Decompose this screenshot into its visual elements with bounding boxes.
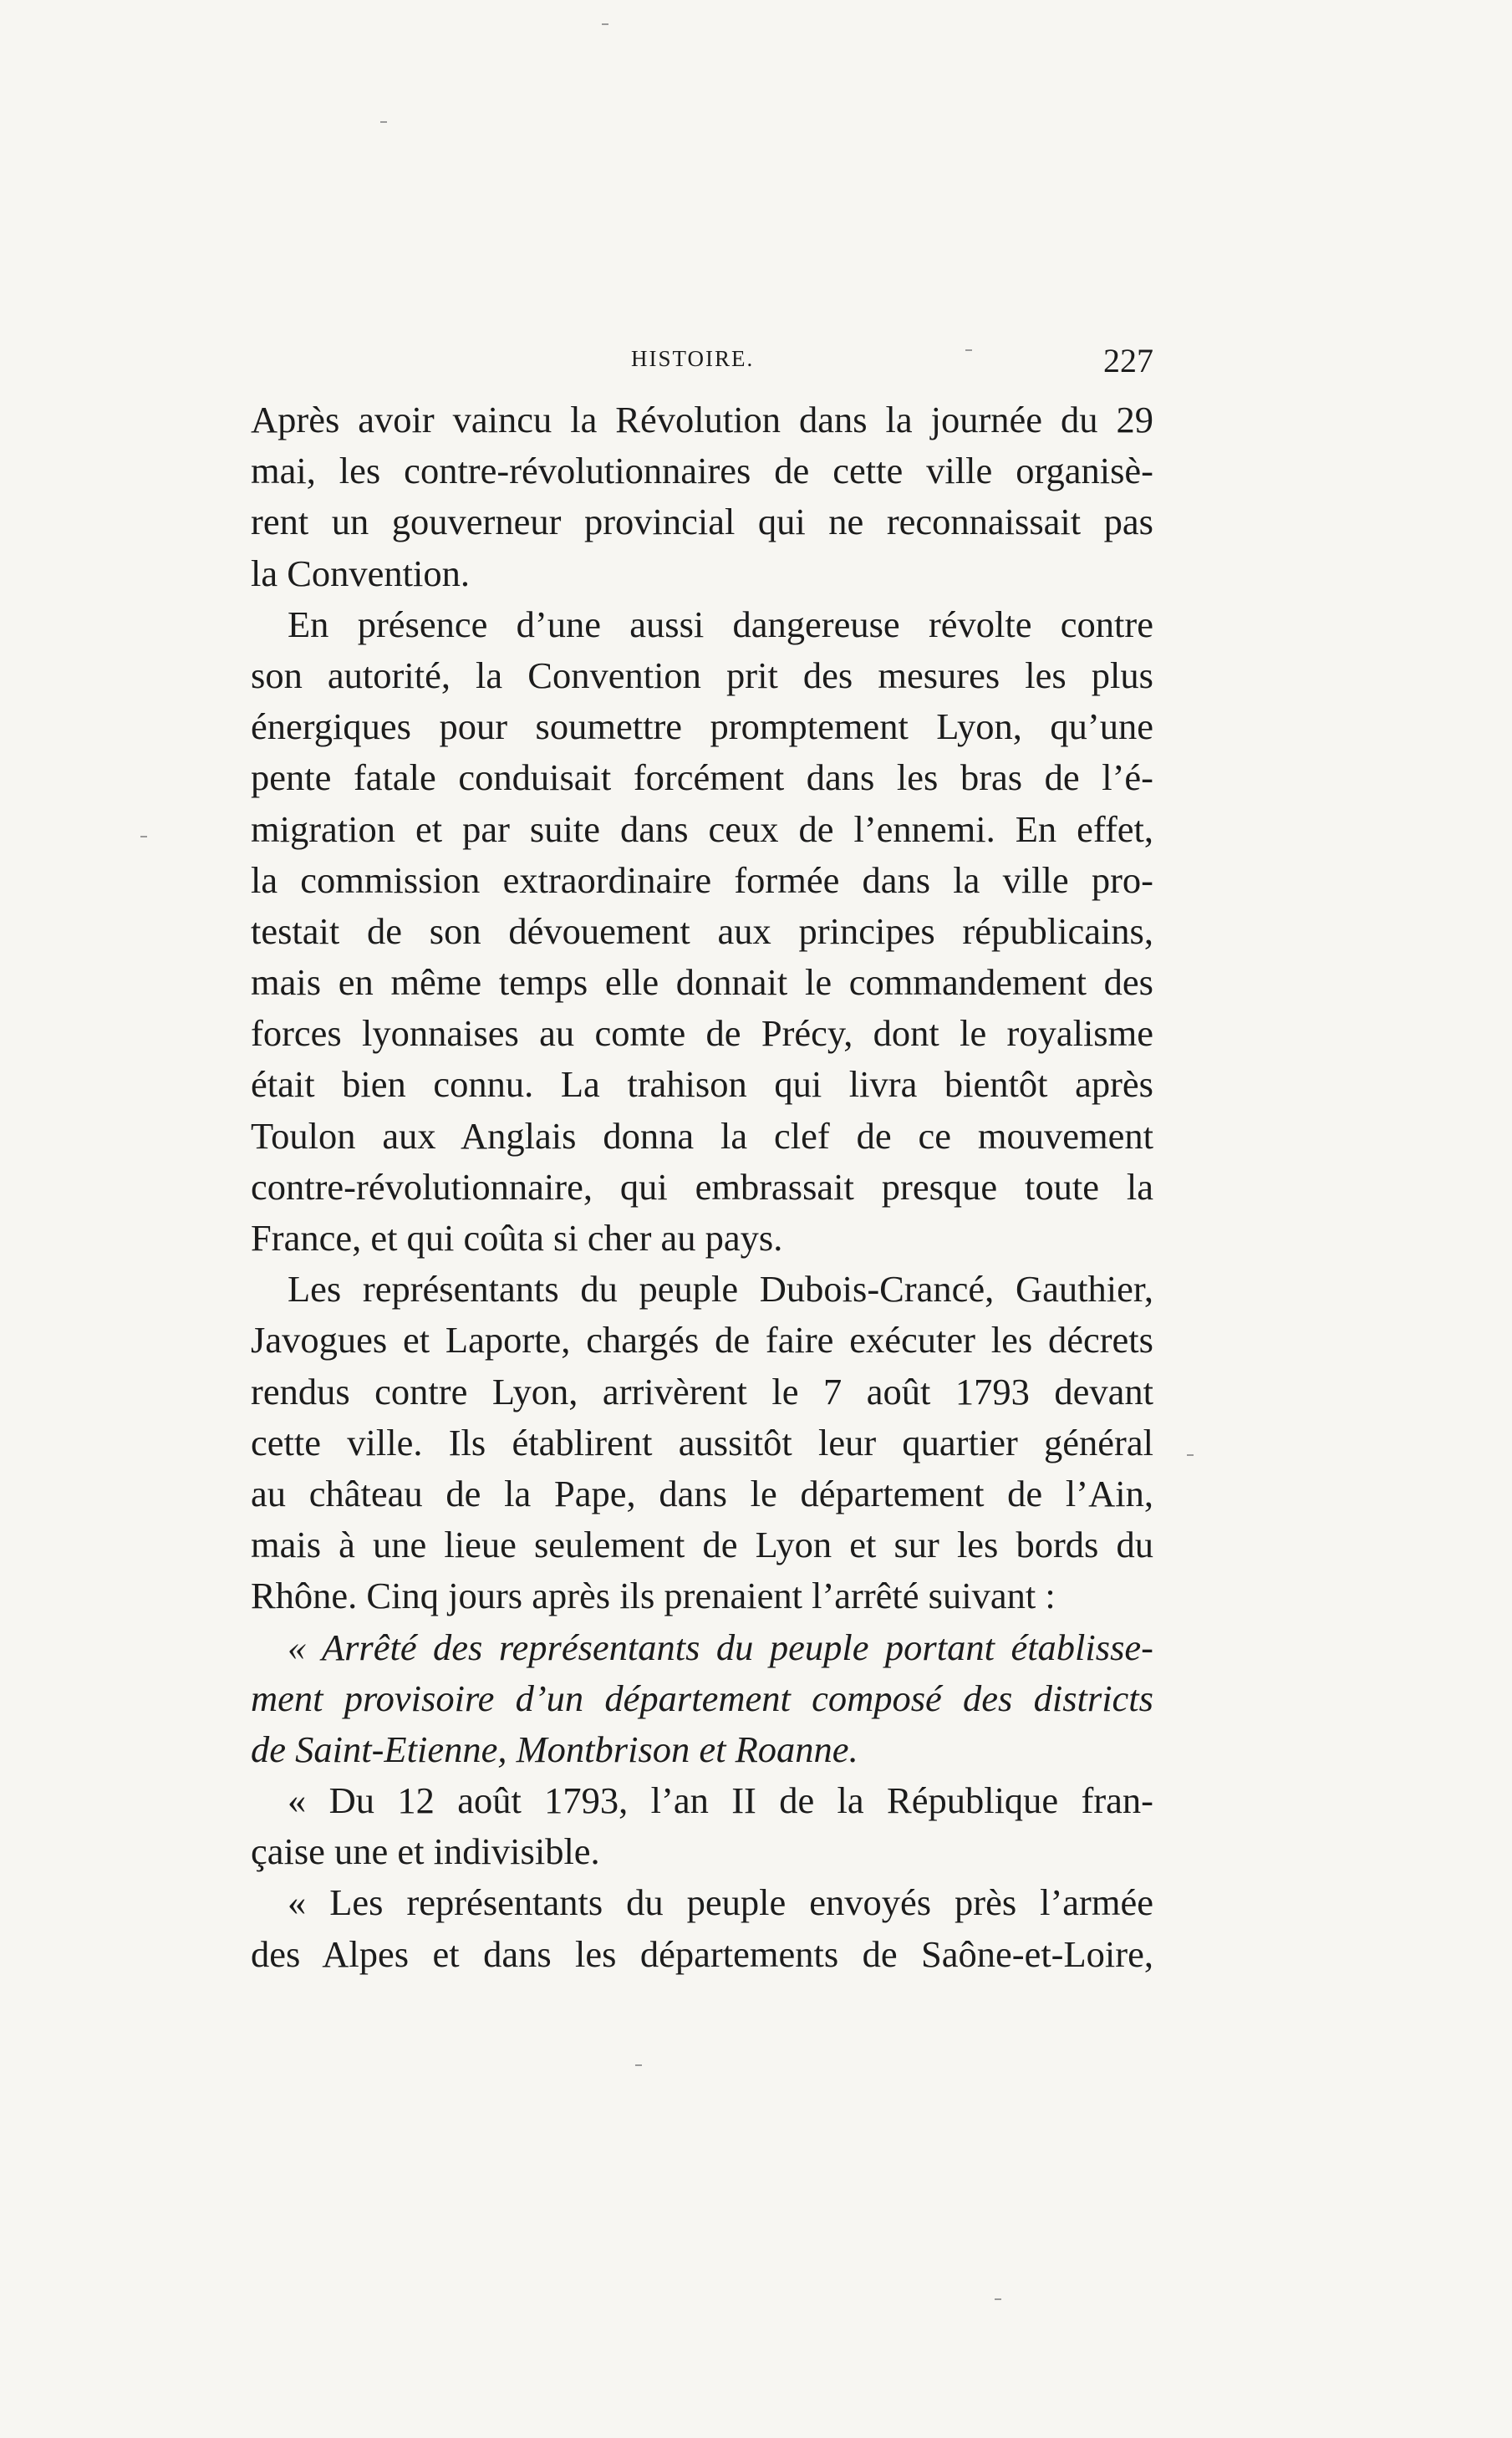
text-line: Rhône. Cinq jours après ils prenaient l’arrêté suivant : — [251, 1575, 1056, 1617]
paper-speck — [140, 836, 147, 837]
text-line: rendus contre Lyon, arrivèrent le 7 août 1793 devant — [251, 1370, 1153, 1412]
text-line: la Convention. — [251, 552, 471, 594]
running-head — [251, 341, 1153, 383]
text-line: rent un gouverneur provincial qui ne reconnaissait pas — [251, 501, 1153, 543]
text-line: Javogues et Laporte, chargés de faire exécuter les décrets — [251, 1319, 1153, 1362]
paper-speck — [602, 23, 608, 25]
body-text — [251, 394, 1153, 1980]
text-line: çaise une et indivisible. — [251, 1830, 600, 1873]
text-line: des Alpes et dans les départements de Saône-et-Loire, — [251, 1932, 1153, 1975]
text-line: France, et qui coûta si cher au pays. — [251, 1217, 783, 1259]
text-line: énergiques pour soumettre promptement Lyon, qu’une — [251, 705, 1153, 748]
paper-speck — [380, 121, 387, 123]
text-line: était bien connu. La trahison qui livra bientôt après — [251, 1063, 1153, 1106]
text-line: pente fatale conduisait forcément dans les bras de l’é- — [251, 756, 1153, 799]
text-line: au château de la Pape, dans le département de l’Ain, — [251, 1472, 1153, 1514]
text-line: cette ville. Ils établirent aussitôt leur quartier général — [251, 1421, 1153, 1463]
text-line: mais à une lieue seulement de Lyon et sur les bords du — [251, 1524, 1153, 1566]
text-line: « Du 12 août 1793, l’an II de la République fran- — [288, 1779, 1153, 1822]
paper-speck — [1187, 1454, 1194, 1456]
text-line: son autorité, la Convention prit des mesures les plus — [251, 654, 1153, 696]
paper-speck — [965, 349, 972, 351]
paper-speck — [635, 2064, 642, 2066]
text-line: forces lyonnaises au comte de Précy, dont le royalisme — [251, 1012, 1153, 1055]
text-line: contre-révolutionnaire, qui embrassait presque toute la — [251, 1165, 1153, 1208]
paper-speck — [995, 2298, 1001, 2300]
text-line: Les représentants du peuple Dubois-Crancé, Gauthier, — [288, 1268, 1153, 1311]
text-line: migration et par suite dans ceux de l’ennemi. En effet, — [251, 807, 1153, 850]
text-line: mai, les contre-révolutionnaires de cette ville organisè- — [251, 450, 1153, 492]
text-line: « Les représentants du peuple envoyés près l’armée — [288, 1881, 1153, 1924]
text-line: En présence d’une aussi dangereuse révolte contre — [288, 603, 1153, 645]
text-line: Toulon aux Anglais donna la clef de ce mouvement — [251, 1114, 1153, 1157]
text-line: de Saint-Etienne, Montbrison et Roanne. — [251, 1728, 858, 1770]
text-line: ment provisoire d’un département composé des districts — [251, 1677, 1153, 1719]
text-line: « Arrêté des représentants du peuple portant établisse- — [288, 1626, 1153, 1668]
text-line: mais en même temps elle donnait le commandement des — [251, 961, 1153, 1004]
running-title: HISTOIRE. — [631, 346, 755, 371]
text-line: Après avoir vaincu la Révolution dans la journée du 29 — [251, 399, 1153, 440]
page-number: 227 — [1103, 342, 1153, 379]
text-line: la commission extraordinaire formée dans la ville pro- — [251, 858, 1153, 901]
text-line: testait de son dévouement aux principes républicains, — [251, 909, 1153, 952]
